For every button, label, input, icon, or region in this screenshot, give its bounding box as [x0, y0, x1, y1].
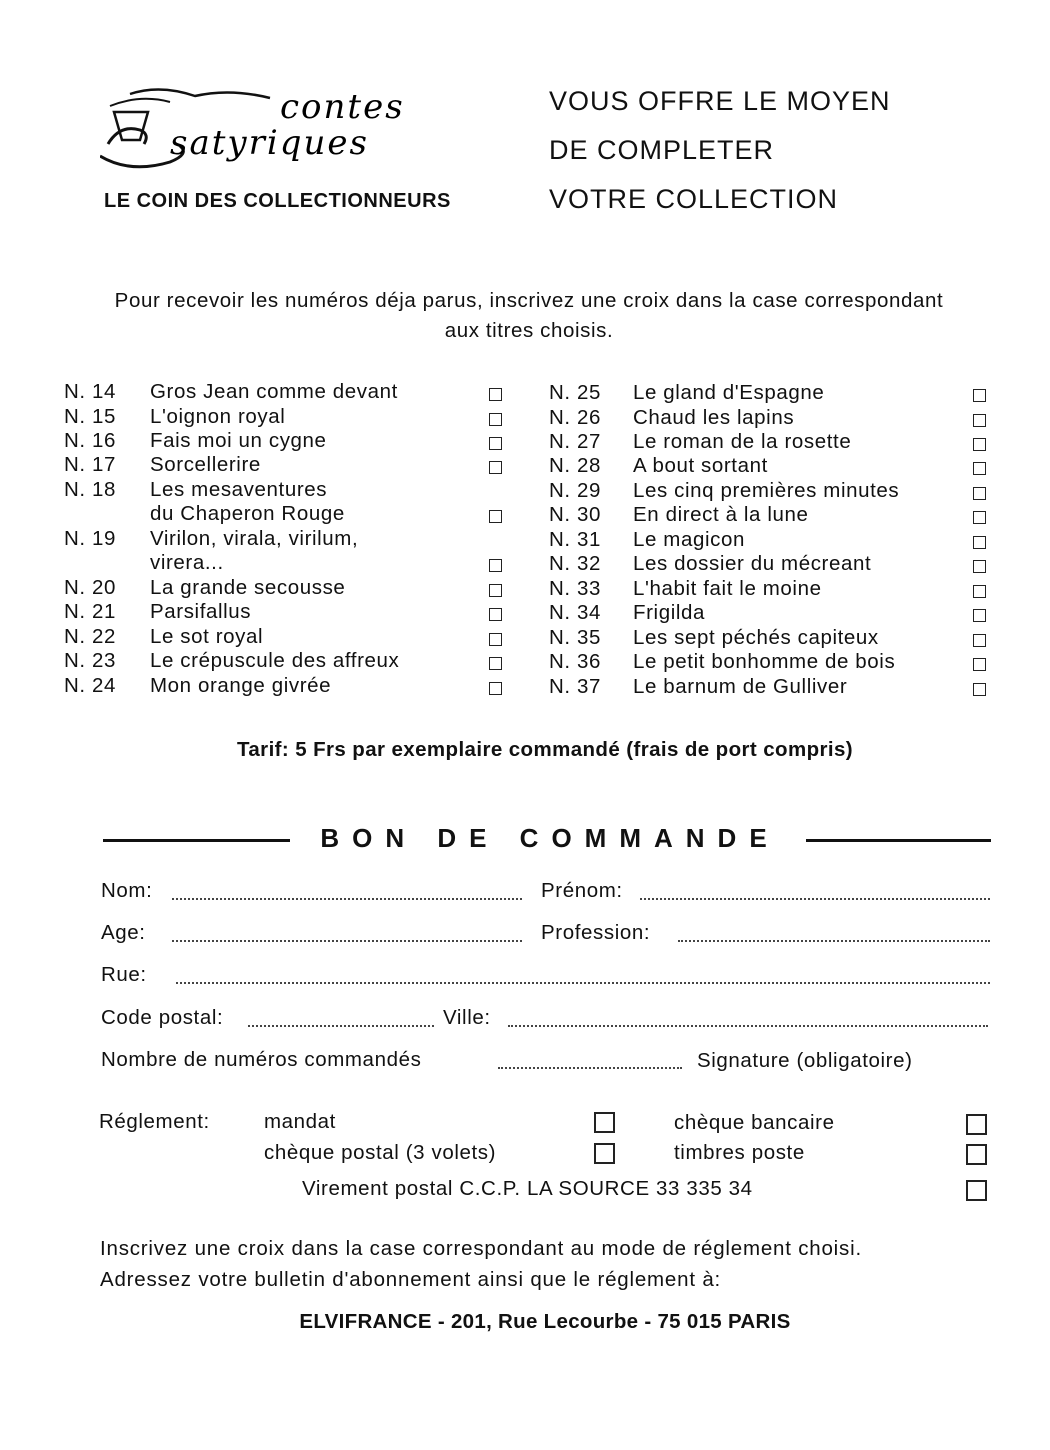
- divider-left: [103, 839, 290, 842]
- issue-title: A bout sortant: [633, 454, 768, 477]
- offer-line-2: DE COMPLETER: [549, 135, 775, 165]
- payment-label: Réglement:: [99, 1110, 210, 1133]
- issue-title: Le gland d'Espagne: [633, 381, 825, 404]
- issue-title: L'habit fait le moine: [633, 577, 822, 600]
- issue-33-checkbox[interactable]: [973, 585, 986, 598]
- issue-number: N. 24: [64, 674, 116, 697]
- issue-number: N. 25: [549, 381, 601, 404]
- issue-17-checkbox[interactable]: [489, 461, 502, 474]
- issue-title: Le magicon: [633, 528, 745, 551]
- issue-31-checkbox[interactable]: [973, 536, 986, 549]
- issue-18-checkbox[interactable]: [489, 510, 502, 523]
- prenom-label: Prénom:: [541, 879, 623, 902]
- nom-field[interactable]: [172, 898, 522, 900]
- issue-title: Sorcellerire: [150, 453, 261, 476]
- issue-number: N. 17: [64, 453, 116, 476]
- issue-title: Les sept péchés capiteux: [633, 626, 879, 649]
- issue-35-checkbox[interactable]: [973, 634, 986, 647]
- issue-title: Le sot royal: [150, 625, 264, 648]
- issue-number: N. 18: [64, 478, 116, 501]
- payment-cheque-bancaire-checkbox[interactable]: [966, 1114, 987, 1135]
- section-subtitle: LE COIN DES COLLECTIONNEURS: [104, 190, 451, 212]
- age-field[interactable]: [172, 940, 522, 942]
- issue-24-checkbox[interactable]: [489, 682, 502, 695]
- issue-title: Le crépuscule des affreux: [150, 649, 400, 672]
- payment-virement-checkbox[interactable]: [966, 1180, 987, 1201]
- payment-timbres-checkbox[interactable]: [966, 1144, 987, 1165]
- issue-27-checkbox[interactable]: [973, 438, 986, 451]
- offer-line-1: VOUS OFFRE LE MOYEN: [549, 86, 891, 116]
- issue-title: Le roman de la rosette: [633, 430, 852, 453]
- payment-mandat-checkbox[interactable]: [594, 1112, 615, 1133]
- issue-number: N. 28: [549, 454, 601, 477]
- payment-mandat-label: mandat: [264, 1110, 336, 1133]
- issue-title: Mon orange givrée: [150, 674, 332, 697]
- issue-25-checkbox[interactable]: [973, 389, 986, 402]
- issue-number: N. 36: [549, 650, 601, 673]
- offer-line-3: VOTRE COLLECTION: [549, 184, 839, 214]
- issue-title: Le barnum de Gulliver: [633, 675, 848, 698]
- nombre-field[interactable]: [498, 1067, 682, 1069]
- issue-number: N. 14: [64, 380, 116, 403]
- nombre-label: Nombre de numéros commandés: [101, 1048, 422, 1071]
- issue-title: Le petit bonhomme de bois: [633, 650, 896, 673]
- profession-field[interactable]: [678, 940, 990, 942]
- issue-number: N. 37: [549, 675, 601, 698]
- issue-37-checkbox[interactable]: [973, 683, 986, 696]
- logo-line2: satyriques: [170, 123, 369, 163]
- issue-30-checkbox[interactable]: [973, 511, 986, 524]
- issue-number: N. 16: [64, 429, 116, 452]
- logo-line1: contes: [280, 87, 405, 127]
- issue-28-checkbox[interactable]: [973, 462, 986, 475]
- issue-20-checkbox[interactable]: [489, 584, 502, 597]
- issue-32-checkbox[interactable]: [973, 560, 986, 573]
- footer-instruction-1: Inscrivez une croix dans la case correspondant au mode de réglement choisi.: [100, 1237, 862, 1260]
- issue-title: Les cinq premières minutes: [633, 479, 900, 502]
- intro-text: Pour recevoir les numéros déja parus, inscrivez une croix dans la case correspondant aux titres choisis.: [114, 289, 944, 342]
- issue-title: Les dossier du mécreant: [633, 552, 872, 575]
- issue-23-checkbox[interactable]: [489, 657, 502, 670]
- issue-title: Virilon, virala, virilum,: [150, 527, 359, 550]
- ville-field[interactable]: [508, 1025, 988, 1027]
- logo: [100, 84, 450, 174]
- age-label: Age:: [101, 921, 146, 944]
- issue-number: N. 22: [64, 625, 116, 648]
- issue-number: N. 33: [549, 577, 601, 600]
- payment-timbres-label: timbres poste: [674, 1141, 805, 1164]
- payment-cheque-bancaire-label: chèque bancaire: [674, 1111, 835, 1134]
- issue-number: N. 32: [549, 552, 601, 575]
- divider-right: [806, 839, 991, 842]
- rue-label: Rue:: [101, 963, 147, 986]
- payment-cheque-postal-label: chèque postal (3 volets): [264, 1141, 497, 1164]
- tarif-note: Tarif: 5 Frs par exemplaire commandé (frais de port compris): [236, 738, 854, 761]
- prenom-field[interactable]: [640, 898, 990, 900]
- issue-number: N. 26: [549, 406, 601, 429]
- issue-title: En direct à la lune: [633, 503, 809, 526]
- rue-field[interactable]: [176, 982, 990, 984]
- issue-18-title-cont: du Chaperon Rouge: [150, 502, 345, 525]
- payment-cheque-postal-checkbox[interactable]: [594, 1143, 615, 1164]
- issue-26-checkbox[interactable]: [973, 414, 986, 427]
- issue-title: Les mesaventures: [150, 478, 328, 501]
- issue-15-checkbox[interactable]: [489, 413, 502, 426]
- code-postal-label: Code postal:: [101, 1006, 224, 1029]
- issue-number: N. 30: [549, 503, 601, 526]
- ville-label: Ville:: [443, 1006, 491, 1029]
- order-form-title: BON DE COMMANDE: [320, 823, 780, 853]
- payment-virement-label: Virement postal C.C.P. LA SOURCE 33 335 34: [302, 1177, 753, 1200]
- issue-number: N. 15: [64, 405, 116, 428]
- issue-22-checkbox[interactable]: [489, 633, 502, 646]
- issue-29-checkbox[interactable]: [973, 487, 986, 500]
- issue-title: La grande secousse: [150, 576, 346, 599]
- issue-number: N. 29: [549, 479, 601, 502]
- issue-number: N. 19: [64, 527, 116, 550]
- code-postal-field[interactable]: [248, 1025, 434, 1027]
- issue-21-checkbox[interactable]: [489, 608, 502, 621]
- issue-14-checkbox[interactable]: [489, 388, 502, 401]
- footer-instruction-2: Adressez votre bulletin d'abonnement ainsi que le réglement à:: [100, 1268, 722, 1291]
- issue-title: L'oignon royal: [150, 405, 286, 428]
- issue-number: N. 23: [64, 649, 116, 672]
- issue-19-title-cont: virera...: [150, 551, 224, 574]
- issue-16-checkbox[interactable]: [489, 437, 502, 450]
- signature-label: Signature (obligatoire): [697, 1049, 913, 1072]
- issue-title: Parsifallus: [150, 600, 252, 623]
- profession-label: Profession:: [541, 921, 651, 944]
- issue-34-checkbox[interactable]: [973, 609, 986, 622]
- issue-number: N. 27: [549, 430, 601, 453]
- issue-number: N. 35: [549, 626, 601, 649]
- nom-label: Nom:: [101, 879, 153, 902]
- postal-address: ELVIFRANCE - 201, Rue Lecourbe - 75 015 PARIS: [299, 1310, 791, 1333]
- issue-title: Frigilda: [633, 601, 706, 624]
- issue-number: N. 34: [549, 601, 601, 624]
- issue-title: Fais moi un cygne: [150, 429, 327, 452]
- issue-title: Gros Jean comme devant: [150, 380, 398, 403]
- issue-36-checkbox[interactable]: [973, 658, 986, 671]
- issue-number: N. 31: [549, 528, 601, 551]
- issue-number: N. 21: [64, 600, 116, 623]
- issue-19-checkbox[interactable]: [489, 559, 502, 572]
- logo-ornament: [100, 84, 450, 174]
- issue-title: Chaud les lapins: [633, 406, 795, 429]
- issue-number: N. 20: [64, 576, 116, 599]
